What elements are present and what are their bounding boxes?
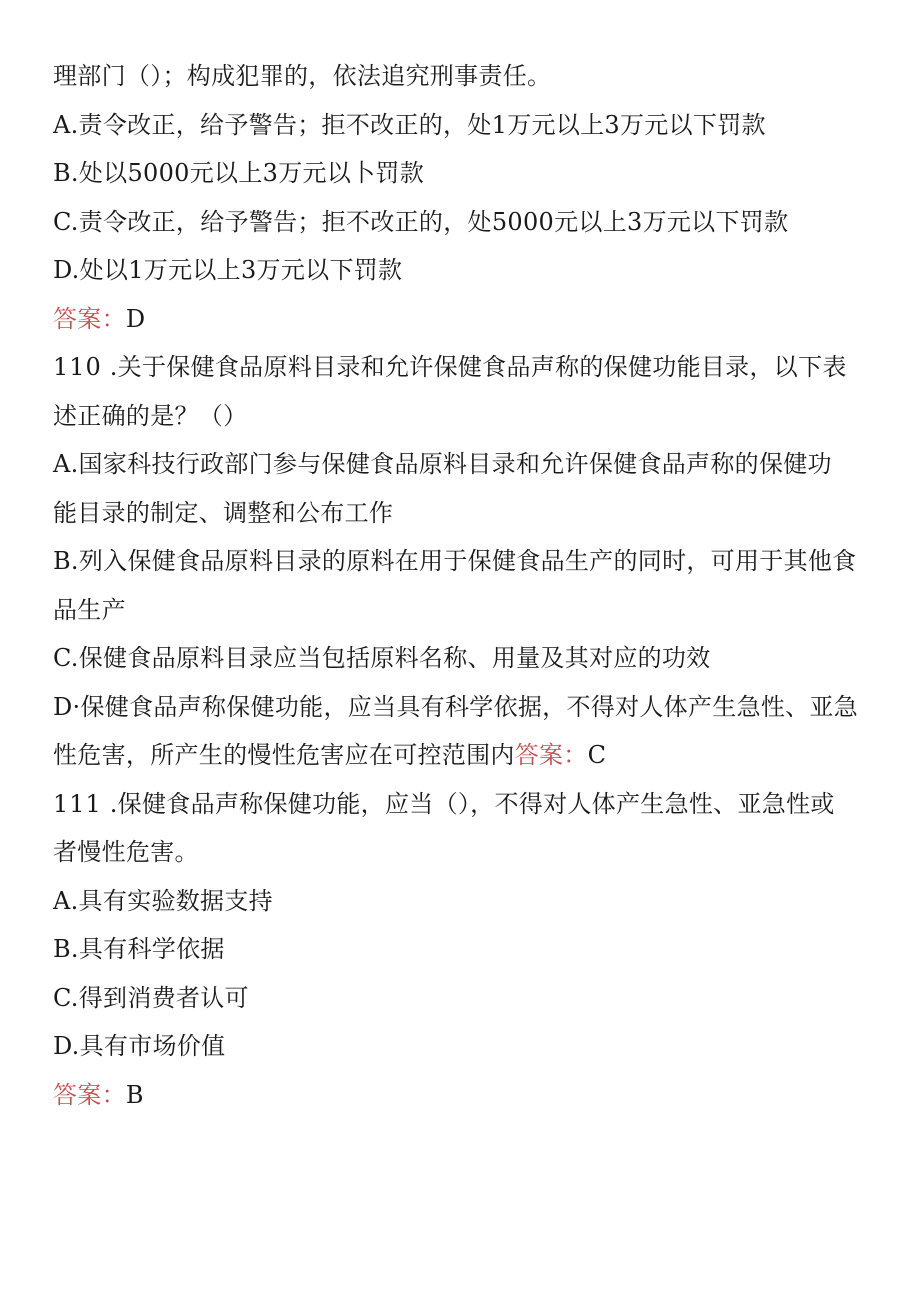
q111-answer-label: 答案：: [53, 1080, 126, 1109]
q111-option-c: C.得到消费者认可: [53, 983, 249, 1012]
prev-answer-value: D: [125, 304, 146, 333]
q110-option-b-line1: B.列入保健食品原料目录的原料在用于保健食品生产的同时，可用于其他食: [53, 547, 857, 575]
q110-stem-line1: [53, 343, 873, 392]
q110-answer-value: C: [587, 741, 607, 769]
q110-option-d-text2: 性危害，所产生的慢性危害应在可控范围内: [53, 741, 515, 769]
q110-answer-label: 答案：: [514, 741, 588, 769]
prev-option-c: C.责令改正，给予警告；拒不改正的，处5000元以上3万元以下罚款: [53, 207, 789, 236]
q110-option-a-line2: 能目录的制定、调整和公布工作: [53, 498, 394, 527]
q110-option-d-line2: [53, 731, 873, 780]
q110-option-d-line1: D·保健食品声称保健功能，应当具有科学依据，不得对人体产生急性、亚急: [53, 692, 859, 721]
q111-option-b: B.具有科学依据: [53, 935, 225, 963]
q111-stem-line1: [53, 780, 873, 829]
q111-option-d: D.具有市场价值: [53, 1032, 226, 1060]
q110-stem-line2: 述正确的是？（）: [53, 401, 248, 430]
prev-option-b: B.处以5000元以上3万元以卜罚款: [53, 159, 425, 187]
prev-answer: [53, 295, 873, 344]
q110-option-b-line2: 品生产: [53, 595, 126, 624]
document-content: [53, 52, 873, 1119]
prev-question-stem-tail: 理部门（）；构成犯罪的，依法追究刑事责任。: [53, 62, 552, 90]
prev-option-d: D.处以1万元以上3万元以下罚款: [53, 256, 403, 284]
q111-stem-text1: .保健食品声称保健功能，应当（），不得对人体产生急性、亚急性或: [101, 789, 835, 818]
q111-stem-line2: 者慢性危害。: [53, 838, 199, 866]
prev-option-a: A.责令改正，给予警告；拒不改正的，处1万元以上3万元以下罚款: [53, 110, 766, 139]
q110-number: 110: [53, 353, 102, 381]
prev-answer-label: 答案：: [53, 304, 126, 333]
q111-answer: [53, 1071, 873, 1120]
q111-answer-value: B: [125, 1080, 144, 1109]
q110-option-a-line1: A.国家科技行政部门参与保健食品原料目录和允许保健食品声称的保健功: [53, 450, 832, 478]
q111-option-a: A.具有实验数据支持: [53, 886, 273, 915]
q110-option-c: C.保健食品原料目录应当包括原料名称、用量及其对应的功效: [53, 644, 711, 672]
q110-stem-text1: .关于保健食品原料目录和允许保健食品声称的保健功能目录，以下表: [101, 353, 847, 381]
q111-number: 111: [53, 789, 102, 818]
